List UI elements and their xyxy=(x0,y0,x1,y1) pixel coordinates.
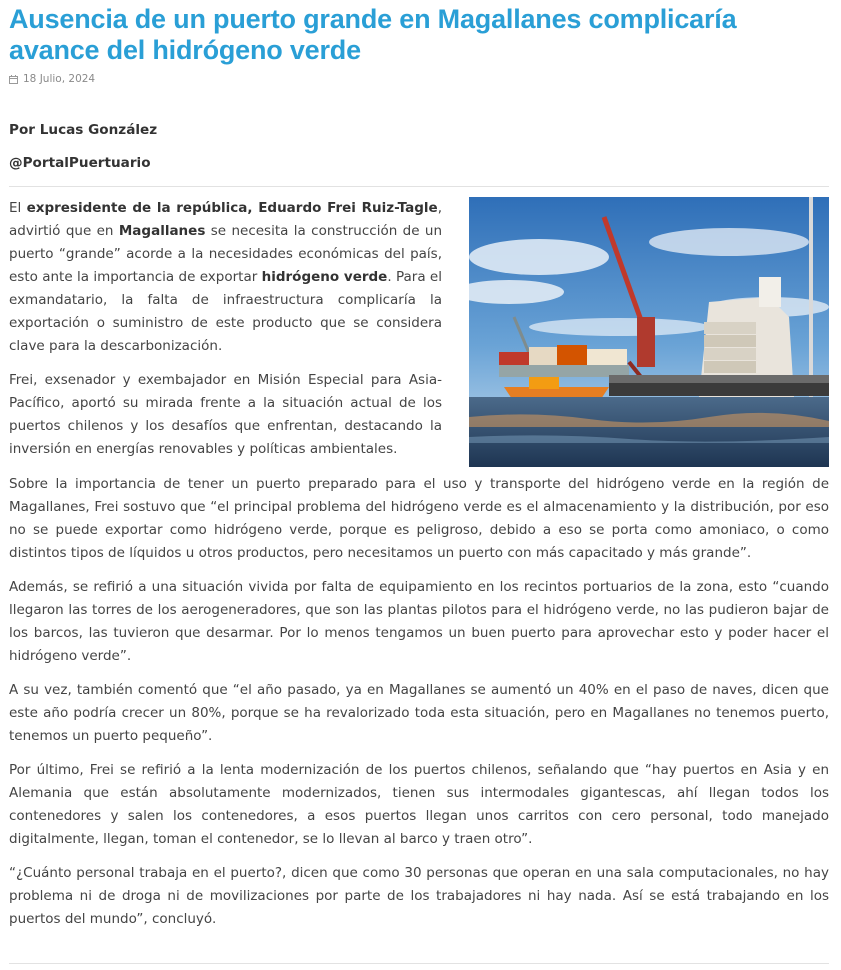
article-date xyxy=(9,73,829,85)
footer-divider xyxy=(9,963,829,964)
author-byline: Por Lucas González xyxy=(9,122,158,138)
paragraph-4: Además, se refirió a una situación vivida por falta de equipamiento en los recintos portuarios de la zona, esto “cuando llegaron las torres de los aerogeneradores, que son las plantas pilotos para el hidrógeno verde, no las pudieron bajar de los barcos, las tuvieron que desarmar. Por lo menos tengamos un buen puerto para aprovechar esto y poder hacer el hidrógeno verde”. xyxy=(9,579,829,664)
article xyxy=(9,0,829,942)
p1-text-4: . Para el exmandatario, la falta de infraestructura complicaría la exportación o suministro de este producto que se considera clave para la descarbonización. xyxy=(9,269,442,354)
paragraph-3: Sobre la importancia de tener un puerto preparado para el uso y transporte del hidrógeno verde en la región de Magallanes, Frei sostuvo que “el principal problema del hidrógeno verde es el almacenamiento y la distribución, por eso no se puede exportar como hidrógeno verde, porque es peligroso, debido a eso se porta como amoniaco, o como distintos tipos de líquidos u otros productos, pero necesitamos un puerto con más capacitado y más grande”. xyxy=(9,476,829,561)
calendar-icon xyxy=(9,75,18,84)
article-title[interactable]: Ausencia de un puerto grande en Magallanes complicaría avance del hidrógeno verde xyxy=(9,4,737,65)
port-photo xyxy=(469,197,829,467)
paragraph-7: “¿Cuánto personal trabaja en el puerto?, dicen que como 30 personas que operan en una sala computacionales, no hay problema ni de droga ni de movilizaciones por parte de los trabajadores ni hay nada. Así se está trabajando en los puertos del mundo”, concluyó. xyxy=(9,865,829,927)
header-divider xyxy=(9,186,829,187)
paragraph-2: Frei, exsenador y exembajador en Misión Especial para Asia-Pacífico, aportó su mirada frente a la situación actual de los puertos chilenos y los desafíos que enfrentan, destacando la inversión en energías renovables y políticas ambientales. xyxy=(9,372,442,457)
article-body xyxy=(9,197,829,931)
p1-bold-2: Magallanes xyxy=(118,223,206,239)
p1-bold-1: expresidente de la república, Eduardo Frei Ruiz-Tagle xyxy=(26,200,438,216)
paragraph-5: A su vez, también comentó que “el año pasado, ya en Magallanes se aumentó un 40% en el paso de naves, dicen que este año podría crecer un 80%, porque se ha revalorizado toda esta situación, pero en Magallanes no tenemos puerto, tenemos un puerto pequeño”. xyxy=(9,682,829,744)
p1-bold-3: hidrógeno verde xyxy=(261,269,388,285)
author-handle: @PortalPuertuario xyxy=(9,155,151,171)
p1-text-2: , advirtió que en xyxy=(9,200,443,239)
p1-text-3: se necesita la construcción de un puerto “grande” acorde a la necesidades económicas del país, esto ante la importancia de exportar xyxy=(9,223,442,285)
date-text: 18 Julio, 2024 xyxy=(23,73,96,85)
paragraph-6: Por último, Frei se refirió a la lenta modernización de los puertos chilenos, señalando que “hay puertos en Asia y en Alemania que están absolutamente modernizados, tienen sus intermodales gigantescas, ahí llegan todos los contenedores y salen los contenedores, a esos puertos llegan unos carritos con cero personal, todo manejado digitalmente, llegan, toman el contenedor, se lo llevan al barco y traen otro”. xyxy=(9,762,829,847)
p1-text-1: El xyxy=(9,200,27,216)
